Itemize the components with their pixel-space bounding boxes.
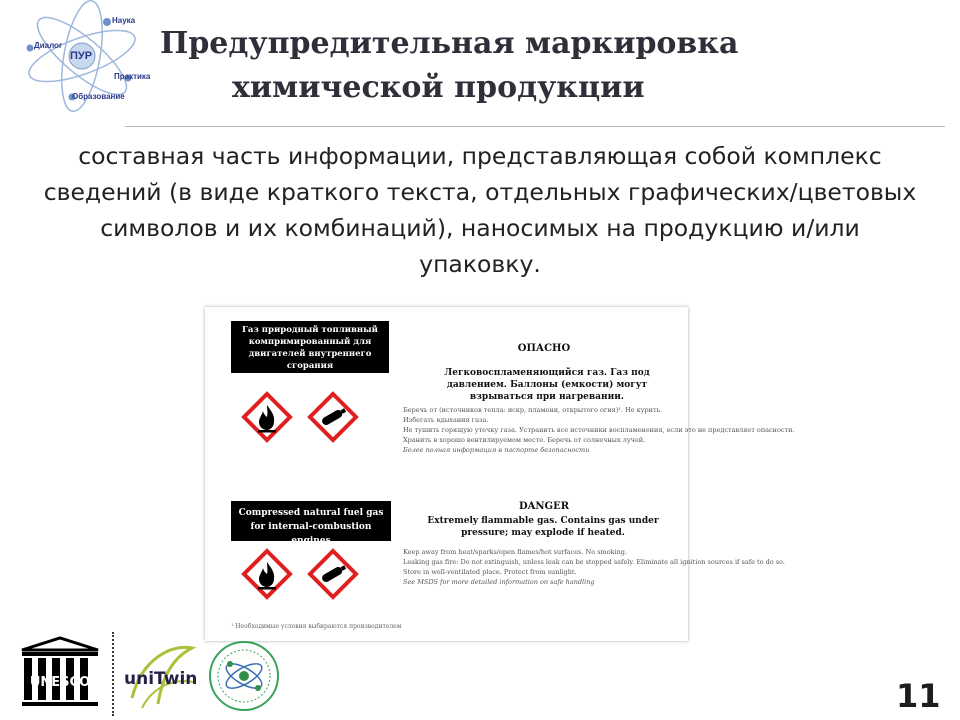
unesco-word: UNESCO — [29, 675, 91, 690]
logo-word-education: Образование — [72, 92, 125, 101]
label-ru-hazard-statement: Легковоспламеняющийся газ. Газ под давлением. Баллоны (емкости) могут взрываться при нагревании. — [444, 368, 650, 402]
title-divider — [125, 126, 945, 127]
en-precaution-1: Keep away from heat/sparks/open flames/hot surfaces. No smoking. — [403, 548, 628, 556]
gas-cylinder-pictogram-icon — [307, 548, 359, 600]
green-emblem-icon — [206, 638, 282, 714]
logo-separator — [112, 632, 116, 716]
unitwin-word: uniTwin — [124, 669, 198, 689]
label-en-precautions — [403, 547, 785, 587]
label-ru-product-name: Газ природный топливный компримированный для двигателей внутреннего сгорания — [231, 321, 389, 373]
ru-precaution-1: Беречь от (источников тепла: искр, пламени, открытого огня)¹. Не курить. — [403, 406, 663, 414]
ru-safety-note: Более полная информация в паспорте безопасности — [403, 446, 590, 454]
unesco-logo-icon — [20, 636, 100, 710]
label-footnote: ¹ Необходимые условия выбираются производителем — [231, 623, 402, 630]
title-line-1: Предупредительная маркировка — [160, 26, 739, 61]
logo-word-practice: Практика — [114, 72, 151, 81]
flame-pictogram-icon — [241, 391, 293, 443]
ru-precaution-3: Не тушить горящую утечку газа. Устранить все источники воспламенения, если это не представляет опасности. — [403, 426, 795, 434]
gas-cylinder-pictogram-icon — [307, 391, 359, 443]
en-precaution-2: Leaking gas fire: Do not extinguish, unless leak can be stopped safely. Eliminate all ignition sources if safe to do so. — [403, 558, 785, 566]
label-en-product-name: Compressed natural fuel gas for internal-combustion engines — [231, 501, 391, 541]
logo-word-dialog: Диалог — [34, 41, 63, 50]
label-ru-precautions — [403, 405, 795, 455]
slide-title — [160, 22, 920, 110]
logo-word-science: Наука — [112, 16, 136, 25]
flame-pictogram-icon — [241, 548, 293, 600]
ru-precaution-4: Хранить в хорошо вентилируемом месте. Беречь от солнечных лучей. — [403, 436, 646, 444]
hazard-label-example — [205, 307, 795, 641]
pur-logo — [20, 4, 160, 114]
page-number: 11 — [896, 677, 941, 715]
label-ru-signal-word: ОПАСНО — [517, 343, 571, 354]
definition-text: составная часть информации, представляющая собой комплекс сведений (в виде краткого текста, отдельных графических/цветовых символов и их комбинаций), наносимых на продукцию и/или упаковку. — [43, 142, 917, 278]
title-line-2: химической продукции — [232, 70, 645, 105]
label-en-signal-word: DANGER — [518, 501, 570, 512]
en-precaution-3: Store in well-ventilated place. Protect from sunlight. — [403, 568, 577, 576]
logo-center-text: ПУР — [70, 50, 93, 62]
ru-precaution-2: Избегать вдыхания газа. — [403, 416, 489, 424]
en-safety-note: See MSDS for more detailed information on safe handling — [403, 578, 595, 586]
label-en-hazard-statement: Extremely flammable gas. Contains gas under pressure; may explode if heated. — [427, 516, 659, 538]
